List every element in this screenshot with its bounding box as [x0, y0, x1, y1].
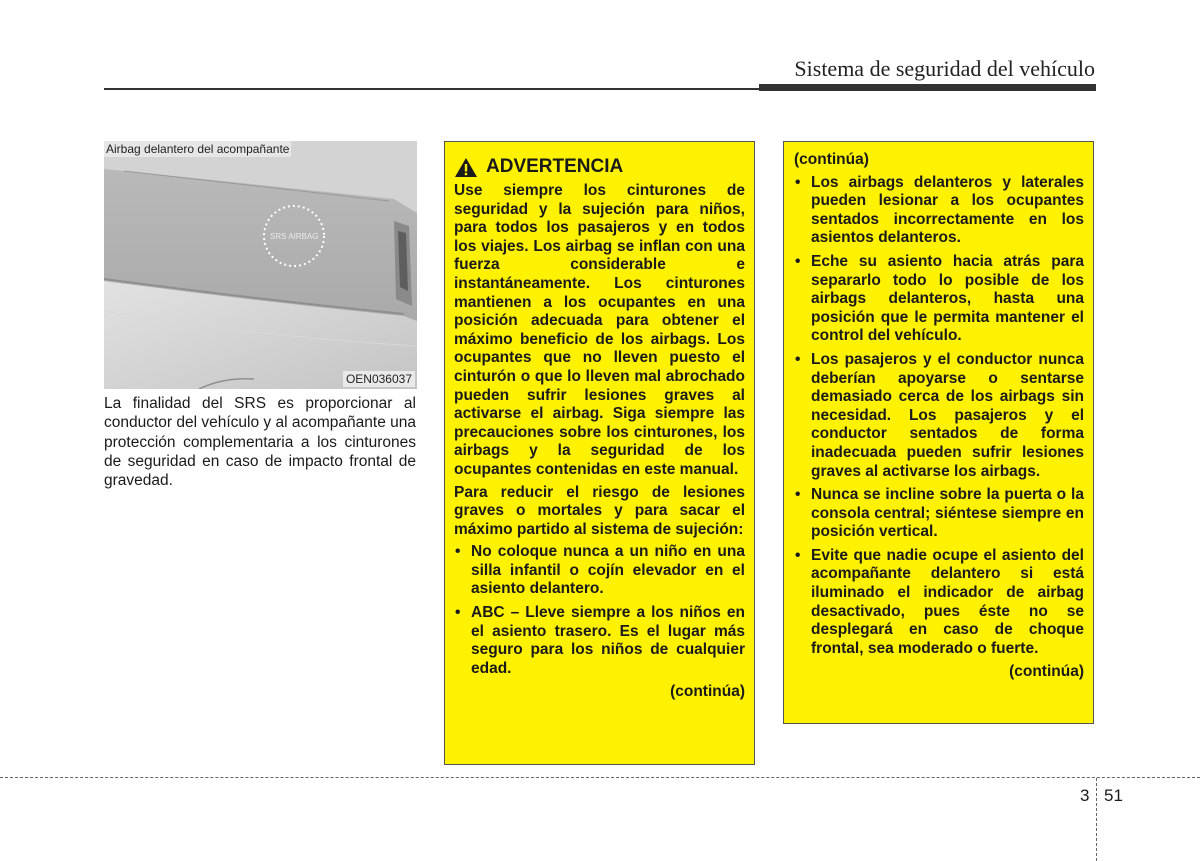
warning-box-right: [783, 141, 1094, 724]
warning-paragraph: Use siempre los cinturones de seguridad y la sujeción para niños, para todos los pasajeros y en todos los viajes. Los airbag se inflan con una fuerza considerable e instantáneamente. Los cinturones mantienen a los ocupantes en una posición adecuada para obtener el máximo beneficio de los airbags. Los ocupantes que no lleven puesto el cinturón o que lo lleven mal abrochado pueden sufrir lesiones graves al activarse el airbag. Siga siempre las precauciones sobre los cinturones, los airbags y la seguridad de los ocupantes contenidas en este manual.: [454, 182, 745, 478]
continues-note: (continúa): [670, 683, 745, 701]
warning-list-item: • Los airbags delanteros y laterales pueden lesionar a los ocupantes sentados incorrectamente en los asientos delanteros.: [794, 174, 1084, 248]
header-rule: [104, 88, 759, 90]
footer-divider: [0, 777, 1200, 778]
figure-code: OEN036037: [343, 371, 415, 387]
warning-list-item: • Los pasajeros y el conductor nunca deberían apoyarse o sentarse demasiado cerca de los airbags sin necesidad. Los pasajeros y el conductor sentados de forma inadecuada pueden sufrir lesiones graves al activarse los airbags.: [794, 351, 1084, 481]
warning-list-item: • No coloque nunca a un niño en una silla infantil o cojín elevador en el asiento delantero.: [454, 543, 745, 599]
warning-list-item: • Eche su asiento hacia atrás para separarlo todo lo posible de los airbags delanteros, hasta una posición que le permita mantener el control del vehículo.: [794, 253, 1084, 346]
header-rule-accent: [759, 84, 1096, 91]
header-title: Sistema de seguridad del vehículo: [794, 56, 1095, 81]
footer-divider-vertical: [1096, 778, 1097, 861]
continues-note: (continúa): [1009, 663, 1084, 681]
page-number: 51: [1104, 786, 1123, 805]
airbag-label: SRS AIRBAG: [270, 232, 319, 241]
warning-list: [794, 174, 1084, 659]
airbag-figure: [104, 141, 417, 389]
warning-box-left: [444, 141, 755, 765]
continued-note: (continúa): [794, 151, 869, 168]
chapter-number: 3: [1080, 786, 1090, 805]
warning-triangle-icon: [454, 157, 478, 178]
figure-caption: Airbag delantero del acompañante: [106, 142, 290, 156]
srs-description: La finalidad del SRS es proporcionar al conductor del vehículo y al acompañante una protección complementaria a los cinturones de seguridad en caso de impacto frontal de gravedad.: [104, 395, 416, 490]
warning-paragraph: Para reducir el riesgo de lesiones graves o mortales y para sacar el máximo partido al sistema de sujeción:: [454, 483, 745, 538]
warning-heading: [454, 156, 745, 178]
warning-list-item: • Evite que nadie ocupe el asiento del acompañante delantero si está iluminado el indicador de airbag desactivado, pues éste no se desplegará en caso de choque frontal, sea moderado o fuerte.: [794, 547, 1084, 659]
warning-list-item: • ABC – Lleve siempre a los niños en el asiento trasero. Es el lugar más seguro para los niños de cualquier edad.: [454, 604, 745, 678]
warning-title: ADVERTENCIA: [486, 156, 624, 177]
warning-list: [454, 543, 745, 678]
warning-list-item: • Nunca se incline sobre la puerta o la consola central; siéntese siempre en posición vertical.: [794, 486, 1084, 542]
dashboard-illustration: [104, 141, 417, 389]
